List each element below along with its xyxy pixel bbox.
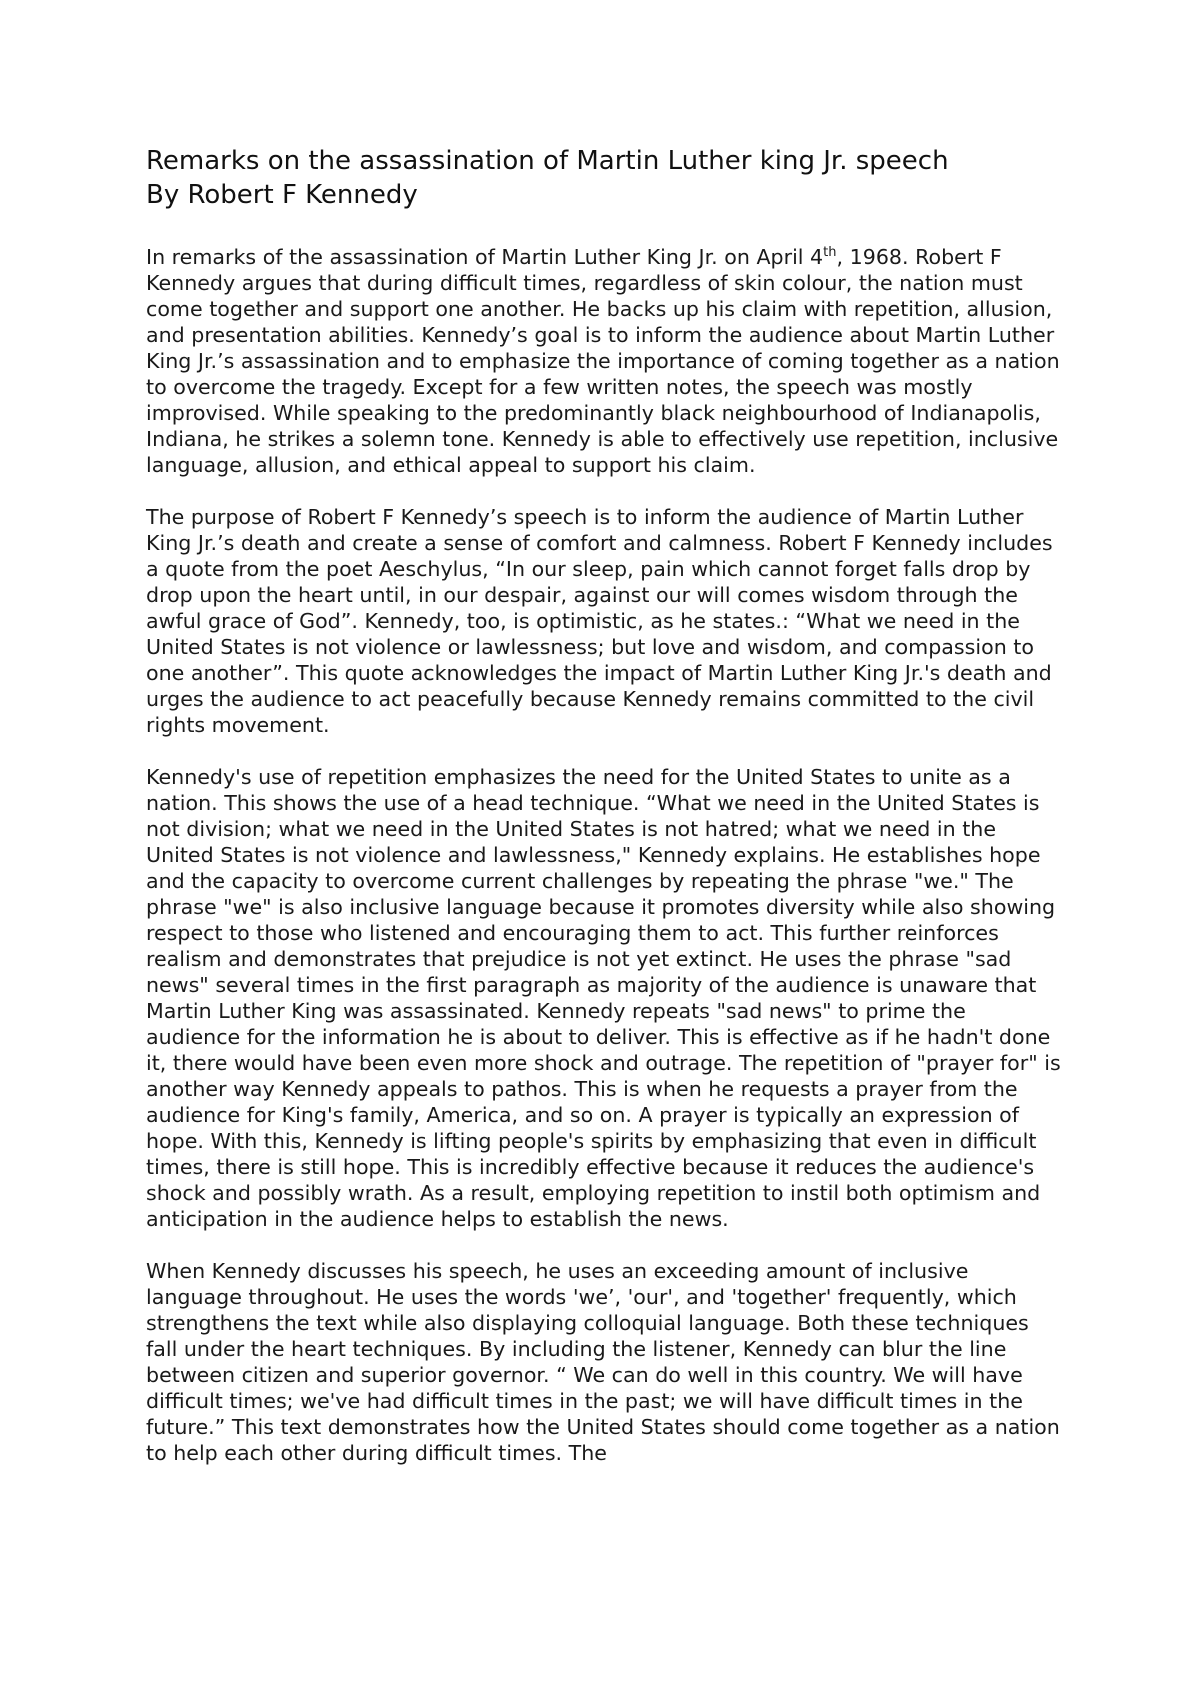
body-paragraph-repetition: Kennedy's use of repetition emphasizes the need for the United States to unite as a nation. This shows the use of a head technique. “What we need in the United States is not division; what we need in the United States is not hatred; what we need in the United States is not violence and lawlessness," Kennedy explains. He establishes hope and the capacity to overcome current challenges by repeating the phrase "we." The phrase "we" is also inclusive language because it promotes diversity while also showing respect to those who listened and encouraging them to act. This further reinforces realism and demonstrates that prejudice is not yet extinct. He uses the phrase "sad news" several times in the first paragraph as majority of the audience is unaware that Martin Luther King was assassinated. Kennedy repeats "sad news" to prime the audience for the information he is about to deliver. This is effective as if he hadn't done it, there would have been even more shock and outrage. The repetition of "prayer for" is another way Kennedy appeals to pathos. This is when he requests a prayer from the audience for King's family, America, and so on. A prayer is typically an expression of hope. With this, Kennedy is lifting people's spirits by emphasizing that even in difficult times, there is still hope. This is incredibly effective because it reduces the audience's shock and possibly wrath. As a result, employing repetition to instil both optimism and anticipation in the audience helps to establish the news. [146,765,1061,1231]
intro-paragraph [146,244,1066,478]
document-page [146,144,1066,1492]
body-paragraph-inclusive-language: When Kennedy discusses his speech, he uses an exceeding amount of inclusive language throughout. He uses the words 'we’, 'our', and 'together' frequently, which strengthens the text while also displaying colloquial language. Both these techniques fall under the heart techniques. By including the listener, Kennedy can blur the line between citizen and superior governor. “ We can do well in this country. We will have difficult times; we've had difficult times in the past; we will have difficult times in the future.” This text demonstrates how the United States should come together as a nation to help each other during difficult times. The [146,1259,1060,1465]
title-line-2: By Robert F Kennedy [146,180,418,210]
body-paragraph-purpose: The purpose of Robert F Kennedy’s speech is to inform the audience of Martin Luther King Jr.’s death and create a sense of comfort and calmness. Robert F Kennedy includes a quote from the poet Aeschylus, “In our sleep, pain which cannot forget falls drop by drop upon the heart until, in our despair, against our will comes wisdom through the awful grace of God”. Kennedy, too, is optimistic, as he states.: “What we need in the United States is not violence or lawlessness; but love and wisdom, and compassion to one another”. This quote acknowledges the impact of Martin Luther King Jr.'s death and urges the audience to act peacefully because Kennedy remains committed to the civil rights movement. [146,505,1053,737]
intro-text-start: In remarks of the assassination of Martin Luther King Jr. on April 4 [146,245,824,269]
intro-text-end: , 1968. Robert F Kennedy argues that during difficult times, regardless of skin colour, the nation must come together and support one another. He backs up his claim with repetition, allusion, and presentation abilities. Kennedy’s goal is to inform the audience about Martin Luther King Jr.’s assassination and to emphasize the importance of coming together as a nation to overcome the tragedy. Except for a few written notes, the speech was mostly improvised. While speaking to the predominantly black neighbourhood of Indianapolis, Indiana, he strikes a solemn tone. Kennedy is able to effectively use repetition, inclusive language, allusion, and ethical appeal to support his claim. [146,245,1060,477]
document-title [146,144,1066,212]
title-line-1: Remarks on the assassination of Martin Luther king Jr. speech [146,146,949,176]
ordinal-superscript: th [823,245,837,260]
